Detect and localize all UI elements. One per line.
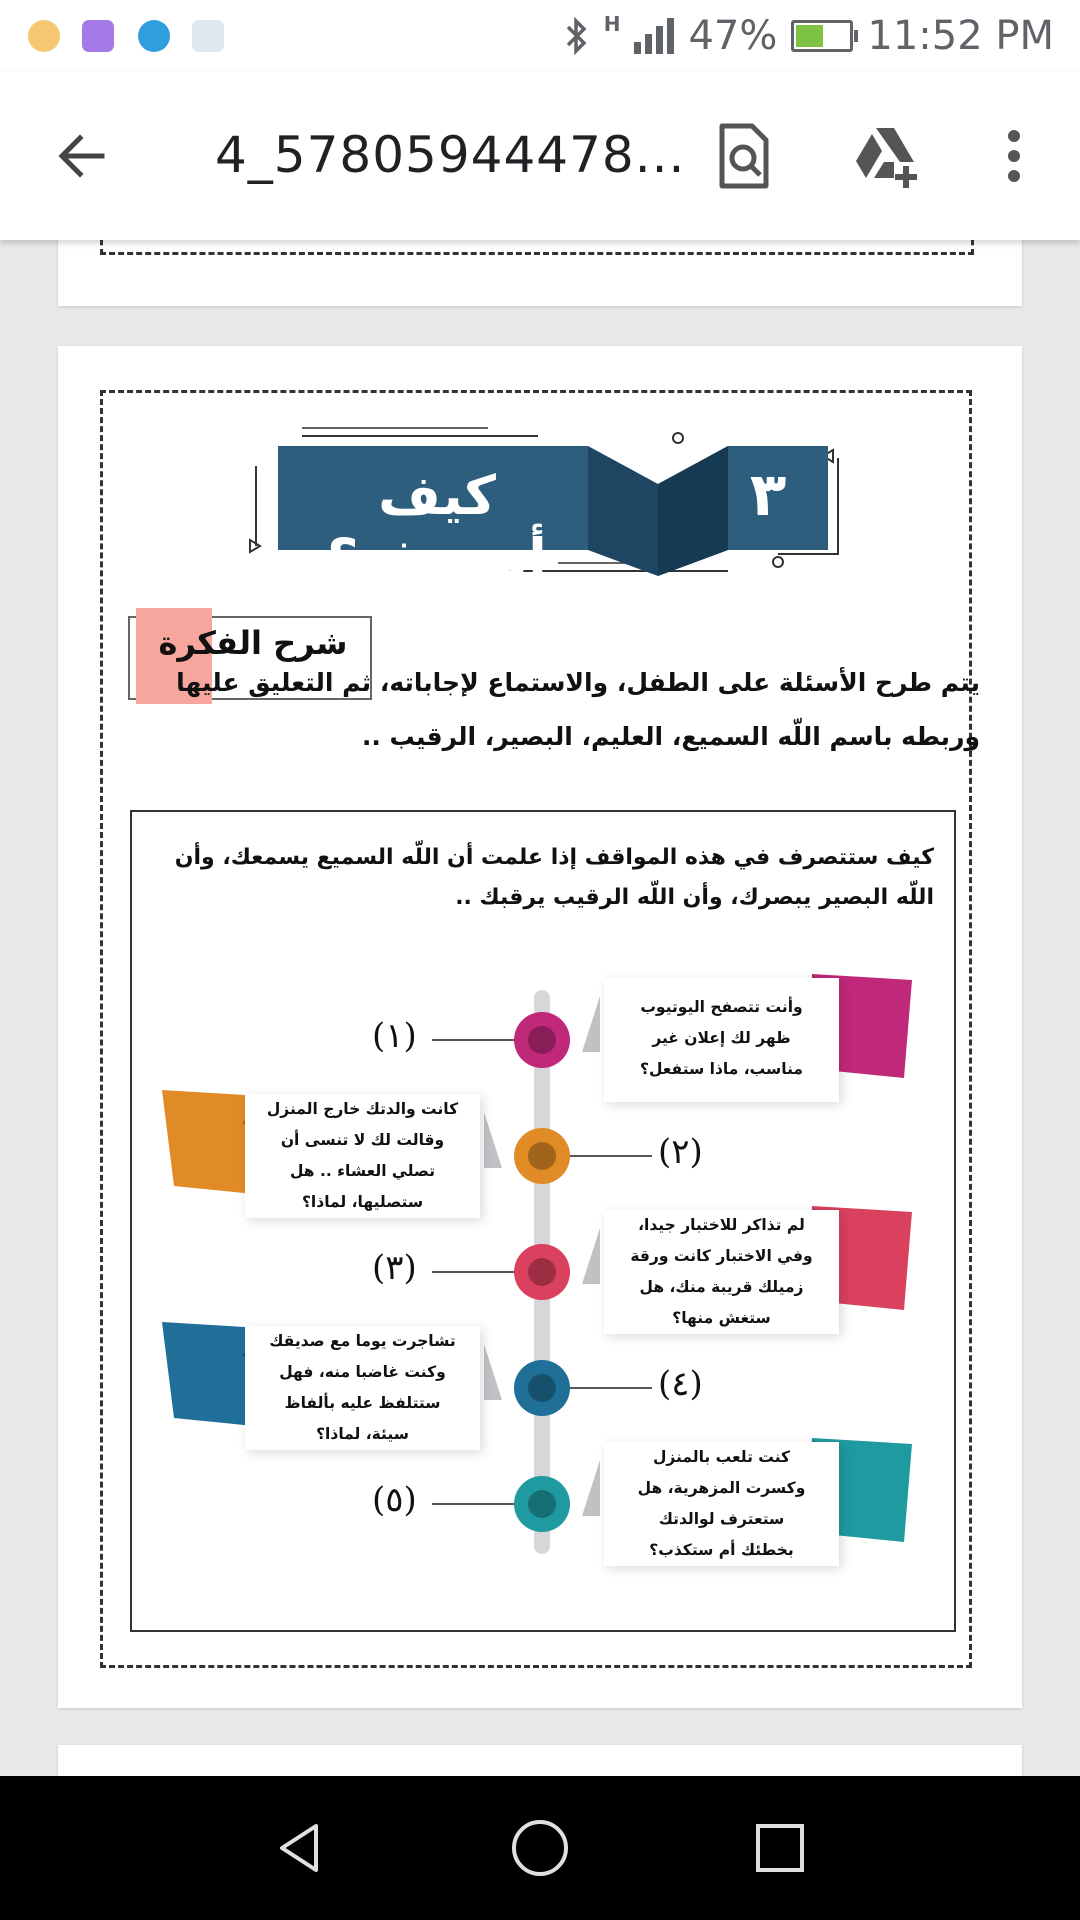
document-page <box>58 346 1022 1708</box>
nav-recents-icon <box>750 1818 810 1878</box>
status-bar <box>0 0 1080 72</box>
activity-question: كيف ستتصرف في هذه المواقف إذا علمت أن اللّه السميع يسمعك، وأن اللّه البصير يبصرك، وأن اللّه الرقيب يرقبك .. <box>174 845 934 910</box>
situation-text-line: بخطئك أم ستكذب؟ <box>649 1541 794 1559</box>
back-arrow-icon <box>50 124 114 188</box>
back-button[interactable] <box>50 124 114 188</box>
situation-text <box>249 1326 476 1450</box>
battery-percent: 47% <box>688 13 778 59</box>
situation-text-line: كانت والدتك خارج المنزل <box>266 1100 459 1118</box>
nav-home-button[interactable] <box>510 1818 570 1878</box>
translate-icon <box>192 20 224 52</box>
nav-back-button[interactable] <box>270 1818 330 1878</box>
situation-text-line: لم تذاكر للاختبار جيدا، <box>638 1216 805 1234</box>
navigation-bar <box>0 1776 1080 1920</box>
situation-text-line: ستتلفظ عليه بألفاظ <box>284 1394 441 1412</box>
signal-icon <box>634 18 674 54</box>
card-pointer <box>582 1228 600 1284</box>
battery-level <box>796 25 822 47</box>
situation-text-line: ستصليها، لماذا؟ <box>301 1193 424 1211</box>
situation-text-line: وكسرت المزهرية، هل <box>637 1479 806 1497</box>
situation-text-line: ستغش منها؟ <box>672 1309 771 1327</box>
telegram-icon <box>138 20 170 52</box>
situation-card-3 <box>604 1210 839 1334</box>
document-title: 4_57805944478... <box>215 126 686 184</box>
situation-number: (٥) <box>372 1480 417 1520</box>
card-pointer <box>484 1344 502 1400</box>
section-banner <box>248 426 848 590</box>
situation-number: (٢) <box>658 1132 703 1172</box>
banner-title: كيف أتصرف؟ <box>327 464 547 590</box>
nav-home-icon <box>510 1818 570 1878</box>
card-pointer <box>484 1112 502 1168</box>
situation-text-line: وكنت غاضبا منه، فهل <box>279 1363 446 1381</box>
situation-card-4 <box>245 1326 480 1450</box>
more-options-button[interactable] <box>994 124 1034 188</box>
timeline-dot-center <box>528 1142 556 1170</box>
bluetooth-icon <box>564 16 590 56</box>
app-bar <box>0 72 1080 240</box>
google-drive-add-icon <box>850 120 922 192</box>
situation-text <box>608 1442 835 1566</box>
situation-number: (١) <box>372 1016 417 1056</box>
situation-text-line: تشاجرت يوما مع صديقك <box>269 1332 456 1350</box>
situation-card-5 <box>604 1442 839 1566</box>
idea-title: شرح الفكرة <box>158 624 348 662</box>
chat-bubble-icon <box>28 20 60 52</box>
timeline-dot-center <box>528 1026 556 1054</box>
card-pointer <box>582 996 600 1052</box>
card-pointer <box>582 1460 600 1516</box>
network-type: H <box>603 12 621 36</box>
activity-box <box>130 810 956 1632</box>
situation-text-line: وفي الاختبار كانت ورقة <box>630 1247 813 1265</box>
more-vert-icon <box>994 124 1034 188</box>
situation-text <box>249 1094 476 1218</box>
situation-text-line: وأنت تتصفح اليوتيوب <box>640 998 803 1016</box>
idea-text-line: وربطه باسم اللّه السميع، العليم، البصير، الرقيب .. <box>361 722 980 751</box>
situation-text-line: سيئة، لماذا؟ <box>316 1425 409 1443</box>
situation-card-2 <box>245 1094 480 1218</box>
idea-text-line: يتم طرح الأسئلة على الطفل، والاستماع لإجاباته، ثم التعليق عليها <box>176 668 980 697</box>
situation-text-line: وقالت لك لا تنسى أن <box>280 1131 445 1149</box>
document-search-icon <box>712 120 776 192</box>
status-indicators <box>564 10 1054 62</box>
situation-number: (٣) <box>372 1248 417 1288</box>
situation-text-line: ظهر لك إعلان غير <box>652 1029 791 1047</box>
clock: 11:52 PM <box>867 13 1054 59</box>
situation-text-line: كنت تلعب بالمنزل <box>652 1448 791 1466</box>
situation-card-1 <box>604 978 839 1102</box>
battery-icon <box>791 20 853 52</box>
situation-text-line: تصلي العشاء .. هل <box>289 1162 436 1180</box>
situation-text-line: مناسب، ماذا ستفعل؟ <box>639 1060 804 1078</box>
situation-number: (٤) <box>658 1364 703 1404</box>
find-in-document-button[interactable] <box>712 120 776 192</box>
gallery-icon <box>82 20 114 52</box>
nav-back-icon <box>270 1818 330 1878</box>
add-to-drive-button[interactable] <box>850 120 922 192</box>
situation-text-line: ستعترف لوالدتك <box>658 1510 785 1528</box>
situation-text <box>608 1210 835 1334</box>
timeline-dot-center <box>528 1258 556 1286</box>
situation-text-line: زميلك قريبة منك، هل <box>639 1278 804 1296</box>
banner-number: ٣ <box>749 460 787 530</box>
timeline-dot-center <box>528 1374 556 1402</box>
nav-recents-button[interactable] <box>750 1818 810 1878</box>
timeline-dot-center <box>528 1490 556 1518</box>
situation-text <box>608 992 835 1085</box>
